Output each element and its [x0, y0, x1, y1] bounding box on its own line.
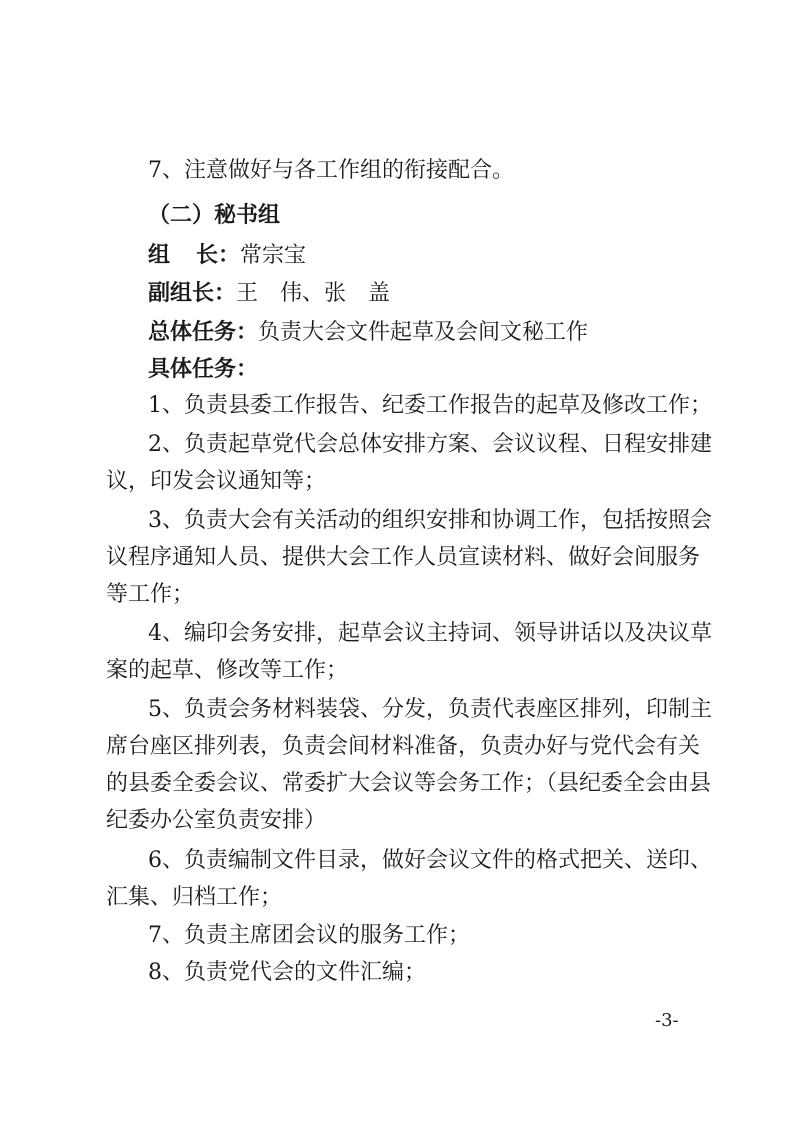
task-5-line-4: 纪委办公室负责安排） — [106, 808, 327, 833]
group-leader-label-1: 组 — [148, 242, 171, 268]
deputy-leader-line — [148, 278, 708, 309]
task-8: 8、负责党代会的文件汇编； — [148, 960, 426, 985]
overall-task-line — [148, 317, 708, 348]
task-5-line-2: 席台座区排列表，负责会间材料准备，负责办好与党代会有关 — [106, 734, 701, 759]
task-6-line-1: 6、负责编制文件目录，做好会议文件的格式把关、送印、 — [148, 848, 712, 873]
task-3-line-3: 等工作； — [106, 582, 195, 607]
task-5-line-3: 的县委全委会议、常委扩大会议等会务工作；（县纪委全会由县 — [106, 771, 712, 796]
deputy-leader-label: 副组长： — [148, 280, 237, 306]
overall-task-text: 负责大会文件起草及会间文秘工作 — [258, 320, 589, 345]
task-7: 7、负责主席团会议的服务工作； — [148, 923, 470, 948]
overall-task-label: 总体任务： — [148, 319, 259, 345]
deputy-name-2: 伟、张 — [280, 281, 347, 306]
task-4-line-2: 案的起草、修改等工作； — [106, 658, 349, 683]
group-leader-label-2: 长： — [196, 242, 241, 268]
task-4-line-1: 4、编印会务安排，起草会议主持词、领导讲话以及决议草 — [148, 621, 712, 646]
task-2-line-2: 议，印发会议通知等； — [106, 469, 327, 494]
task-3-line-1: 3、负责大会有关活动的组织安排和协调工作，包括按照会 — [148, 508, 712, 533]
group-leader-name: 常宗宝 — [240, 243, 307, 268]
section-heading-secretariat: （二）秘书组 — [148, 202, 281, 228]
group-leader-line — [148, 240, 708, 271]
item-7-coordination: 7、注意做好与各工作组的衔接配合。 — [148, 158, 514, 183]
task-3-line-2: 议程序通知人员、提供大会工作人员宣读材料、做好会间服务 — [106, 545, 701, 570]
task-1: 1、负责县委工作报告、纪委工作报告的起草及修改工作； — [148, 393, 712, 418]
task-6-line-2: 汇集、归档工作； — [106, 885, 283, 910]
page-number: -3- — [655, 1010, 679, 1031]
deputy-name-1: 王 — [236, 281, 259, 306]
task-2-line-1: 2、负责起草党代会总体安排方案、会议议程、日程安排建 — [148, 432, 712, 457]
deputy-name-3: 盖 — [368, 281, 391, 306]
specific-tasks-heading: 具体任务： — [148, 356, 259, 382]
task-5-line-1: 5、负责会务材料装袋、分发，负责代表座区排列，印制主 — [148, 697, 712, 722]
